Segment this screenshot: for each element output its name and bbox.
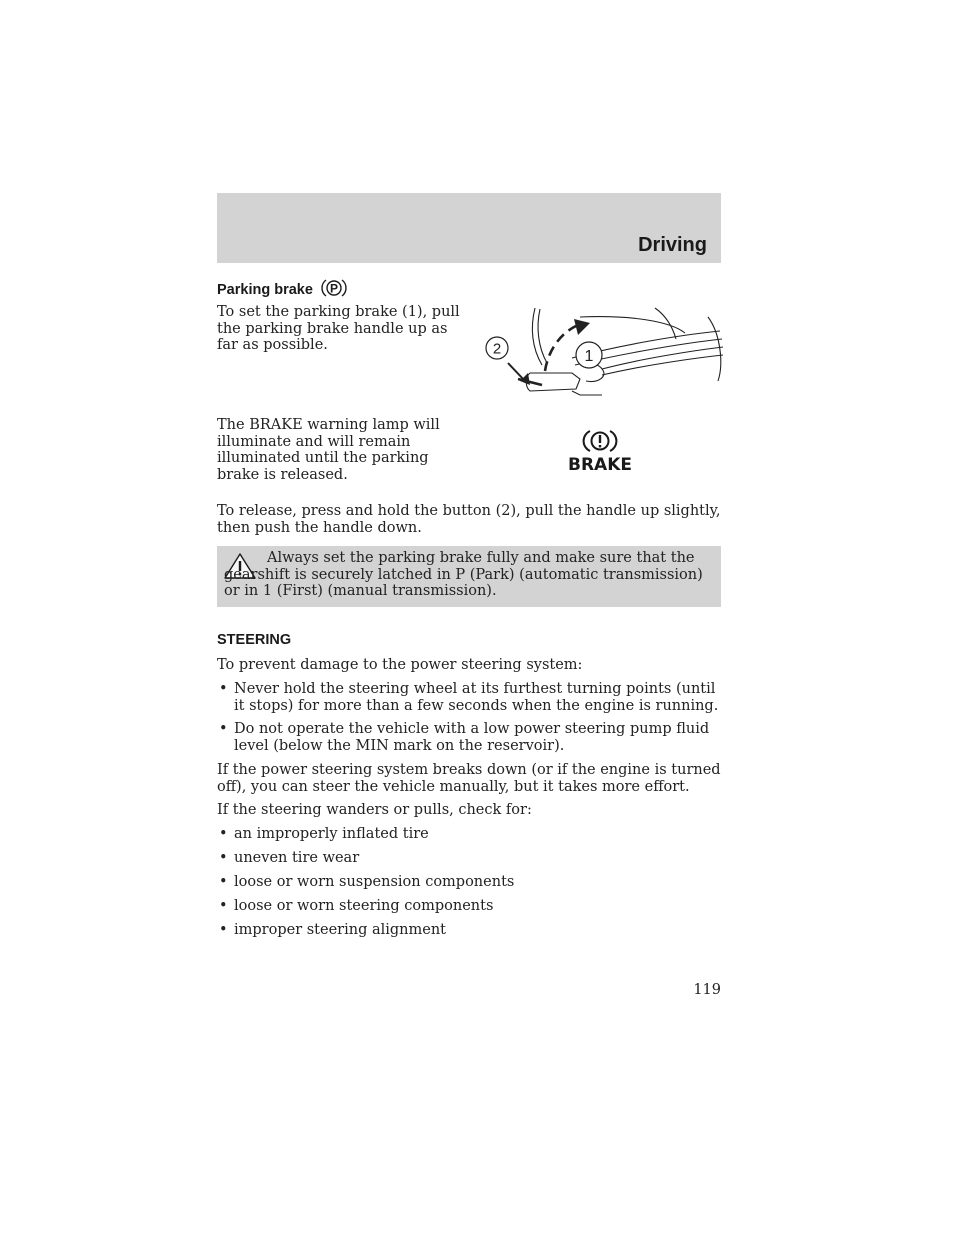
- parking-brake-heading: [217, 278, 347, 302]
- svg-text:P: P: [329, 281, 338, 296]
- callout-2-label: 2: [492, 340, 502, 358]
- section-title: Driving: [638, 234, 707, 256]
- list-item: • Never hold the steering wheel at its furthest turning points (until it stops) for more than a few seconds when the engine is running.: [217, 681, 721, 714]
- warning-text: Always set the parking brake fully and make sure that the gearshift is securely latched in P (Park) (automatic transmission) or in 1 (First) (manual transmission).: [224, 550, 703, 599]
- list-item: • an improperly inflated tire: [217, 826, 721, 843]
- warning-box: [217, 546, 721, 607]
- page-number: 119: [693, 982, 721, 998]
- parking-brake-p-icon: [321, 278, 347, 302]
- list-item: • uneven tire wear: [217, 850, 721, 867]
- section-header-band: [217, 193, 721, 263]
- parking-brake-handle-figure: [480, 303, 725, 407]
- steering-check-intro: If the steering wanders or pulls, check for:: [217, 802, 532, 818]
- brake-warning-lamp-icon: [568, 428, 638, 480]
- parking-brake-set-text: To set the parking brake (1), pull the parking brake handle up as far as possible.: [217, 304, 460, 353]
- list-item: • improper steering alignment: [217, 922, 721, 939]
- parking-brake-heading-text: Parking brake: [217, 281, 313, 298]
- brake-lamp-label: BRAKE: [568, 455, 632, 475]
- list-item: • Do not operate the vehicle with a low power steering pump fluid level (below the MIN mark on the reservoir).: [217, 721, 721, 754]
- callout-1-label: 1: [584, 348, 594, 365]
- brake-release-text: To release, press and hold the button (2), pull the handle up slightly, then push the handle down.: [217, 503, 721, 536]
- steering-breakdown-text: If the power steering system breaks down (or if the engine is turned off), you can steer the vehicle manually, but it takes more effort.: [217, 762, 721, 795]
- steering-intro: To prevent damage to the power steering system:: [217, 657, 583, 673]
- steering-warning-list: [217, 681, 721, 754]
- brake-lamp-text: The BRAKE warning lamp will illuminate and will remain illuminated until the parking brake is released.: [217, 417, 440, 483]
- steering-check-list: [217, 826, 721, 939]
- list-item: • loose or worn suspension components: [217, 874, 721, 891]
- steering-heading: STEERING: [217, 632, 292, 648]
- list-item: • loose or worn steering components: [217, 898, 721, 915]
